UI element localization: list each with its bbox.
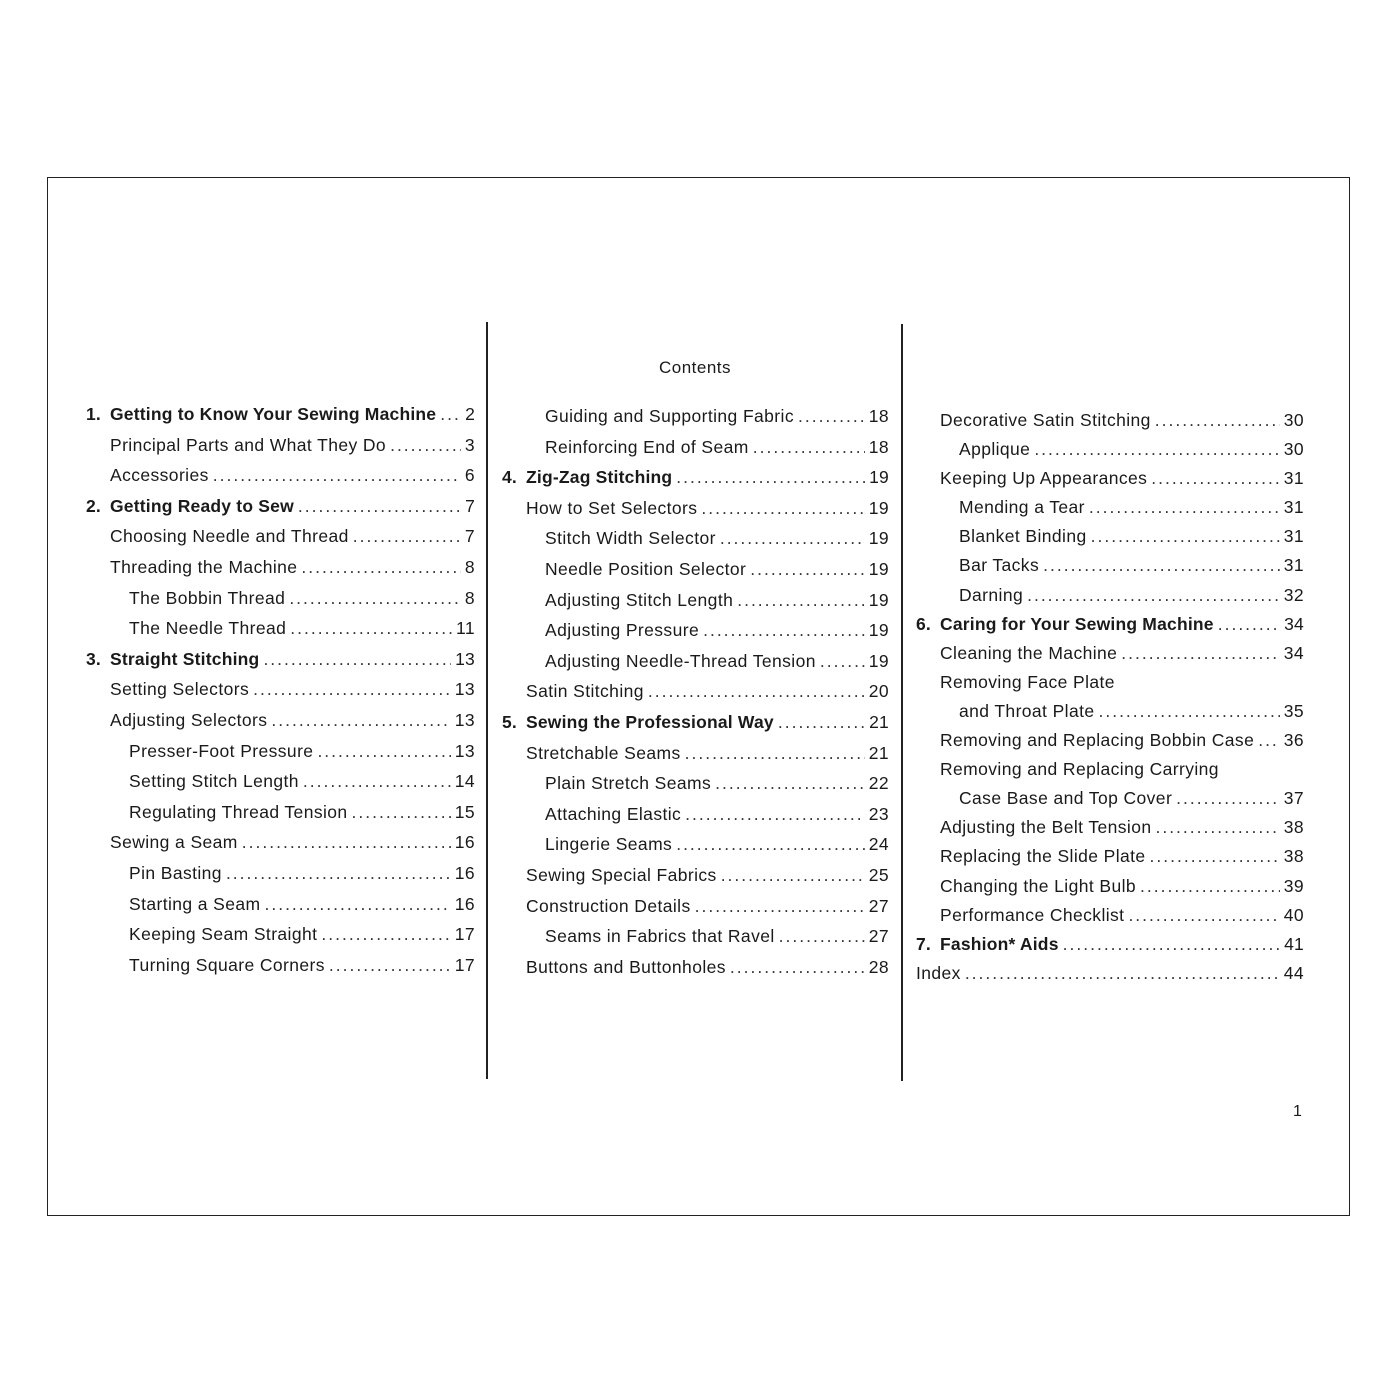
dot-leader xyxy=(301,557,460,578)
dot-leader xyxy=(1091,526,1280,547)
toc-entry-page: 24 xyxy=(868,834,889,855)
toc-entry-page: 19 xyxy=(868,589,889,610)
toc-entry-page: 36 xyxy=(1283,730,1304,751)
toc-entry-title: Needle Position Selector xyxy=(545,558,747,579)
toc-entry-title: Removing and Replacing Bobbin Case xyxy=(940,730,1255,751)
toc-entry[interactable] xyxy=(86,618,475,649)
toc-entry[interactable] xyxy=(916,759,1304,788)
toc-entry-page: 14 xyxy=(454,771,475,792)
toc-entry[interactable] xyxy=(86,710,475,741)
toc-entry-page: 2 xyxy=(465,404,475,424)
toc-entry-title: Mending a Tear xyxy=(959,497,1085,518)
toc-entry[interactable] xyxy=(916,526,1304,555)
toc-entry[interactable] xyxy=(502,559,889,590)
toc-entry[interactable] xyxy=(86,894,475,925)
toc-entry[interactable] xyxy=(86,802,475,833)
toc-entry[interactable] xyxy=(86,435,475,466)
toc-entry-number: 3. xyxy=(86,648,101,669)
toc-entry-title: The Bobbin Thread xyxy=(129,587,286,608)
toc-entry-page: 21 xyxy=(869,711,889,732)
toc-entry[interactable] xyxy=(916,876,1304,905)
dot-leader xyxy=(676,467,865,488)
toc-entry[interactable] xyxy=(86,741,475,772)
toc-entry-page: 19 xyxy=(869,467,889,488)
toc-entry[interactable] xyxy=(502,957,889,988)
toc-entry-title: Sewing Special Fabrics xyxy=(526,864,717,885)
toc-entry-page: 38 xyxy=(1283,846,1304,867)
toc-entry[interactable] xyxy=(502,437,889,468)
toc-entry-page: 15 xyxy=(454,801,475,822)
dot-leader xyxy=(290,618,452,639)
toc-entry-number: 5. xyxy=(502,711,517,732)
toc-entry[interactable] xyxy=(916,788,1304,817)
toc-entry-page: 37 xyxy=(1283,788,1304,809)
toc-entry-page: 31 xyxy=(1283,468,1304,489)
dot-leader xyxy=(264,894,450,915)
toc-entry[interactable] xyxy=(502,406,889,437)
dot-leader xyxy=(685,804,865,825)
toc-entry-page: 16 xyxy=(454,893,475,914)
toc-entry-title: Getting Ready to Sew xyxy=(110,495,294,516)
toc-entry[interactable] xyxy=(916,614,1304,643)
toc-entry-title: Adjusting Pressure xyxy=(545,620,700,641)
dot-leader xyxy=(329,955,451,976)
toc-entry-page: 35 xyxy=(1283,700,1304,721)
dot-leader xyxy=(779,926,865,947)
dot-leader xyxy=(720,528,865,549)
dot-leader xyxy=(1150,846,1280,867)
toc-entry[interactable] xyxy=(502,651,889,682)
toc-entry[interactable] xyxy=(86,496,475,527)
toc-entry-page: 8 xyxy=(464,556,475,577)
toc-entry-title: Adjusting Needle-Thread Tension xyxy=(545,650,816,671)
toc-entry-page: 23 xyxy=(868,803,889,824)
toc-entry-page: 6 xyxy=(464,465,475,486)
dot-leader xyxy=(271,710,450,731)
toc-entry[interactable] xyxy=(86,771,475,802)
toc-entry-number: 4. xyxy=(502,467,517,488)
toc-entry[interactable] xyxy=(502,834,889,865)
toc-entry-title: Construction Details xyxy=(526,895,691,916)
dot-leader xyxy=(703,620,865,641)
toc-entry-page: 18 xyxy=(868,436,889,457)
toc-entry-title: Attaching Elastic xyxy=(545,803,682,824)
dot-leader xyxy=(676,834,865,855)
toc-entry[interactable] xyxy=(86,526,475,557)
toc-entry-title: Case Base and Top Cover xyxy=(959,788,1173,809)
toc-entry-title: Blanket Binding xyxy=(959,526,1087,547)
dot-leader xyxy=(1034,439,1279,460)
page-number: 1 xyxy=(1293,1103,1302,1120)
toc-entry-page: 30 xyxy=(1283,410,1304,430)
toc-entry-title: Zig-Zag Stitching xyxy=(526,467,673,488)
dot-leader xyxy=(1155,410,1280,431)
dot-leader xyxy=(798,406,865,427)
toc-entry-page: 32 xyxy=(1283,584,1304,605)
toc-entry-page: 19 xyxy=(868,497,889,518)
toc-entry[interactable] xyxy=(916,905,1304,934)
dot-leader xyxy=(1218,614,1280,635)
toc-entry-page: 19 xyxy=(868,650,889,671)
toc-entry-page: 31 xyxy=(1283,526,1304,547)
toc-entry-title: Reinforcing End of Seam xyxy=(545,436,749,457)
toc-entry[interactable] xyxy=(86,832,475,863)
toc-column-3 xyxy=(916,410,1304,992)
toc-entry-page: 13 xyxy=(454,740,475,761)
toc-entry-title: Adjusting the Belt Tension xyxy=(940,817,1152,838)
toc-entry-title: Pin Basting xyxy=(129,862,222,883)
dot-leader xyxy=(298,496,461,517)
toc-entry-number: 6. xyxy=(916,613,931,634)
toc-entry-page: 22 xyxy=(868,773,889,794)
toc-entry[interactable] xyxy=(916,730,1304,759)
dot-leader xyxy=(317,741,450,762)
toc-entry-page: 25 xyxy=(868,864,889,885)
dot-leader xyxy=(1063,934,1280,955)
toc-entry-title: Straight Stitching xyxy=(110,648,260,669)
dot-leader xyxy=(1151,468,1279,489)
dot-leader xyxy=(701,498,864,519)
toc-column-1 xyxy=(86,404,475,985)
toc-entry-page: 21 xyxy=(868,742,889,763)
toc-entry-page: 31 xyxy=(1283,497,1304,518)
toc-entry-title: Caring for Your Sewing Machine xyxy=(940,613,1214,634)
toc-entry-page: 41 xyxy=(1284,933,1304,954)
toc-entry-title: Replacing the Slide Plate xyxy=(940,846,1146,867)
toc-entry-title: Setting Selectors xyxy=(110,679,250,700)
toc-entry-title: How to Set Selectors xyxy=(526,497,698,518)
toc-entry[interactable] xyxy=(916,963,1304,992)
column-divider xyxy=(901,324,903,1081)
toc-column-2 xyxy=(502,406,889,987)
toc-entry[interactable] xyxy=(502,773,889,804)
toc-entry-page: 34 xyxy=(1283,642,1304,663)
toc-entry-page: 18 xyxy=(868,406,889,426)
toc-entry-page: 8 xyxy=(464,587,475,608)
toc-entry-title: Seams in Fabrics that Ravel xyxy=(545,926,775,947)
toc-entry-page: 40 xyxy=(1283,904,1304,925)
toc-entry[interactable] xyxy=(916,497,1304,526)
toc-entry-title: Stretchable Seams xyxy=(526,742,681,763)
dot-leader xyxy=(965,963,1280,984)
toc-entry-title: Buttons and Buttonholes xyxy=(526,956,726,977)
dot-leader xyxy=(820,651,865,672)
dot-leader xyxy=(353,526,461,547)
toc-entry-page: 20 xyxy=(868,681,889,702)
toc-entry-page: 19 xyxy=(868,558,889,579)
toc-entry-title: and Throat Plate xyxy=(959,700,1095,721)
toc-entry-page: 16 xyxy=(454,832,475,853)
toc-entry-page: 13 xyxy=(455,648,475,669)
toc-entry-title: Presser-Foot Pressure xyxy=(129,740,314,761)
toc-entry[interactable] xyxy=(916,585,1304,614)
toc-entry-page: 31 xyxy=(1283,555,1304,576)
toc-entry[interactable] xyxy=(86,924,475,955)
toc-entry[interactable] xyxy=(86,588,475,619)
dot-leader xyxy=(730,957,865,978)
dot-leader xyxy=(1176,788,1280,809)
toc-entry-title: Sewing the Professional Way xyxy=(526,711,774,732)
toc-entry-title: Cleaning the Machine xyxy=(940,642,1118,663)
toc-entry-page: 30 xyxy=(1283,439,1304,460)
toc-entry-page: 39 xyxy=(1283,875,1304,896)
toc-entry[interactable] xyxy=(86,557,475,588)
dot-leader xyxy=(352,802,451,823)
toc-entry[interactable] xyxy=(502,528,889,559)
toc-entry[interactable] xyxy=(502,590,889,621)
toc-entry-title: Choosing Needle and Thread xyxy=(110,526,349,547)
dot-leader xyxy=(1128,905,1279,926)
page-title: Contents xyxy=(658,358,732,377)
dot-leader xyxy=(390,435,461,456)
dot-leader xyxy=(321,924,450,945)
toc-entry[interactable] xyxy=(502,804,889,835)
toc-entry[interactable] xyxy=(86,679,475,710)
dot-leader xyxy=(242,832,451,853)
dot-leader xyxy=(263,649,451,670)
toc-entry-number: 7. xyxy=(916,933,931,954)
toc-entry-title: Starting a Seam xyxy=(129,893,261,914)
toc-entry-page: 38 xyxy=(1283,817,1304,838)
dot-leader xyxy=(778,712,865,733)
toc-entry-page: 27 xyxy=(868,926,889,947)
dot-leader xyxy=(440,404,461,425)
toc-entry-page: 7 xyxy=(465,495,475,516)
toc-entry-page: 3 xyxy=(464,434,475,455)
dot-leader xyxy=(1140,876,1280,897)
toc-entry-page: 44 xyxy=(1283,962,1304,983)
toc-entry[interactable] xyxy=(916,643,1304,672)
dot-leader xyxy=(1027,585,1280,606)
toc-entry[interactable] xyxy=(502,712,889,743)
toc-entry-title: Performance Checklist xyxy=(940,904,1125,925)
toc-entry[interactable] xyxy=(916,701,1304,730)
toc-entry-page: 7 xyxy=(464,526,475,547)
dot-leader xyxy=(721,865,865,886)
dot-leader xyxy=(1043,555,1280,576)
toc-entry-page: 17 xyxy=(454,954,475,975)
toc-entry-title: Satin Stitching xyxy=(526,681,644,702)
toc-entry-title: Keeping Seam Straight xyxy=(129,924,318,945)
toc-entry[interactable] xyxy=(86,649,475,680)
dot-leader xyxy=(253,679,451,700)
toc-entry-title: The Needle Thread xyxy=(129,618,287,639)
toc-entry-page: 19 xyxy=(868,620,889,641)
dot-leader xyxy=(1121,643,1279,664)
toc-entry-title: Bar Tacks xyxy=(959,555,1040,576)
dot-leader xyxy=(648,681,865,702)
toc-entry[interactable] xyxy=(86,404,475,435)
dot-leader xyxy=(1098,701,1279,722)
toc-entry-page: 34 xyxy=(1284,613,1304,634)
toc-entry[interactable] xyxy=(916,439,1304,468)
toc-entry-number: 1. xyxy=(86,404,101,424)
dot-leader xyxy=(685,743,865,764)
toc-entry[interactable] xyxy=(916,672,1304,701)
toc-entry[interactable] xyxy=(916,410,1304,439)
toc-entry-title: Removing Face Plate xyxy=(940,671,1115,692)
toc-entry[interactable] xyxy=(502,743,889,774)
toc-entry[interactable] xyxy=(916,846,1304,875)
dot-leader xyxy=(303,771,451,792)
toc-entry[interactable] xyxy=(502,865,889,896)
toc-entry-title: Threading the Machine xyxy=(110,556,298,577)
toc-entry-title: Regulating Thread Tension xyxy=(129,801,348,822)
toc-entry-title: Lingerie Seams xyxy=(545,834,673,855)
toc-entry-page: 16 xyxy=(454,862,475,883)
toc-entry-title: Turning Square Corners xyxy=(129,954,325,975)
toc-entry[interactable] xyxy=(86,465,475,496)
toc-entry-page: 28 xyxy=(868,956,889,977)
toc-entry-page: 11 xyxy=(456,618,475,639)
toc-entry-page: 13 xyxy=(454,709,475,730)
toc-entry-title: Index xyxy=(916,962,961,983)
toc-entry-page: 13 xyxy=(454,679,475,700)
toc-entry-page: 27 xyxy=(868,895,889,916)
dot-leader xyxy=(1089,497,1280,518)
dot-leader xyxy=(753,437,865,458)
toc-entry-title: Darning xyxy=(959,584,1024,605)
toc-entry-title: Removing and Replacing Carrying xyxy=(940,759,1219,780)
toc-entry-title: Changing the Light Bulb xyxy=(940,875,1137,896)
toc-entry-title: Accessories xyxy=(110,465,209,486)
toc-entry-page: 17 xyxy=(454,924,475,945)
dot-leader xyxy=(1155,817,1279,838)
toc-entry[interactable] xyxy=(86,955,475,986)
toc-entry-title: Adjusting Selectors xyxy=(110,709,268,730)
toc-entry-title: Setting Stitch Length xyxy=(129,771,299,792)
dot-leader xyxy=(213,465,461,486)
toc-entry[interactable] xyxy=(502,620,889,651)
toc-entry[interactable] xyxy=(916,817,1304,846)
toc-entry[interactable] xyxy=(916,934,1304,963)
dot-leader xyxy=(1258,730,1280,751)
toc-entry[interactable] xyxy=(502,467,889,498)
toc-entry-title: Principal Parts and What They Do xyxy=(110,434,387,455)
dot-leader xyxy=(715,773,865,794)
toc-entry[interactable] xyxy=(502,896,889,927)
toc-entry[interactable] xyxy=(502,926,889,957)
toc-entry[interactable] xyxy=(916,468,1304,497)
dot-leader xyxy=(226,863,451,884)
toc-entry-title: Applique xyxy=(959,439,1031,460)
toc-entry-title: Plain Stretch Seams xyxy=(545,773,712,794)
toc-entry-title: Stitch Width Selector xyxy=(545,528,716,549)
toc-entry-title: Sewing a Seam xyxy=(110,832,238,853)
dot-leader xyxy=(737,590,865,611)
toc-entry[interactable] xyxy=(502,681,889,712)
toc-entry[interactable] xyxy=(916,555,1304,584)
toc-entry-title: Fashion* Aids xyxy=(940,933,1059,954)
dot-leader xyxy=(289,588,461,609)
toc-entry-title: Guiding and Supporting Fabric xyxy=(545,406,794,426)
toc-entry-title: Keeping Up Appearances xyxy=(940,468,1148,489)
toc-entry-number: 2. xyxy=(86,495,101,516)
toc-entry[interactable] xyxy=(502,498,889,529)
toc-entry-title: Decorative Satin Stitching xyxy=(940,410,1151,430)
toc-entry[interactable] xyxy=(86,863,475,894)
toc-entry-title: Getting to Know Your Sewing Machine xyxy=(110,404,437,424)
column-divider xyxy=(486,322,488,1079)
dot-leader xyxy=(695,896,865,917)
toc-entry-page: 19 xyxy=(868,528,889,549)
dot-leader xyxy=(750,559,864,580)
toc-entry-title: Adjusting Stitch Length xyxy=(545,589,734,610)
